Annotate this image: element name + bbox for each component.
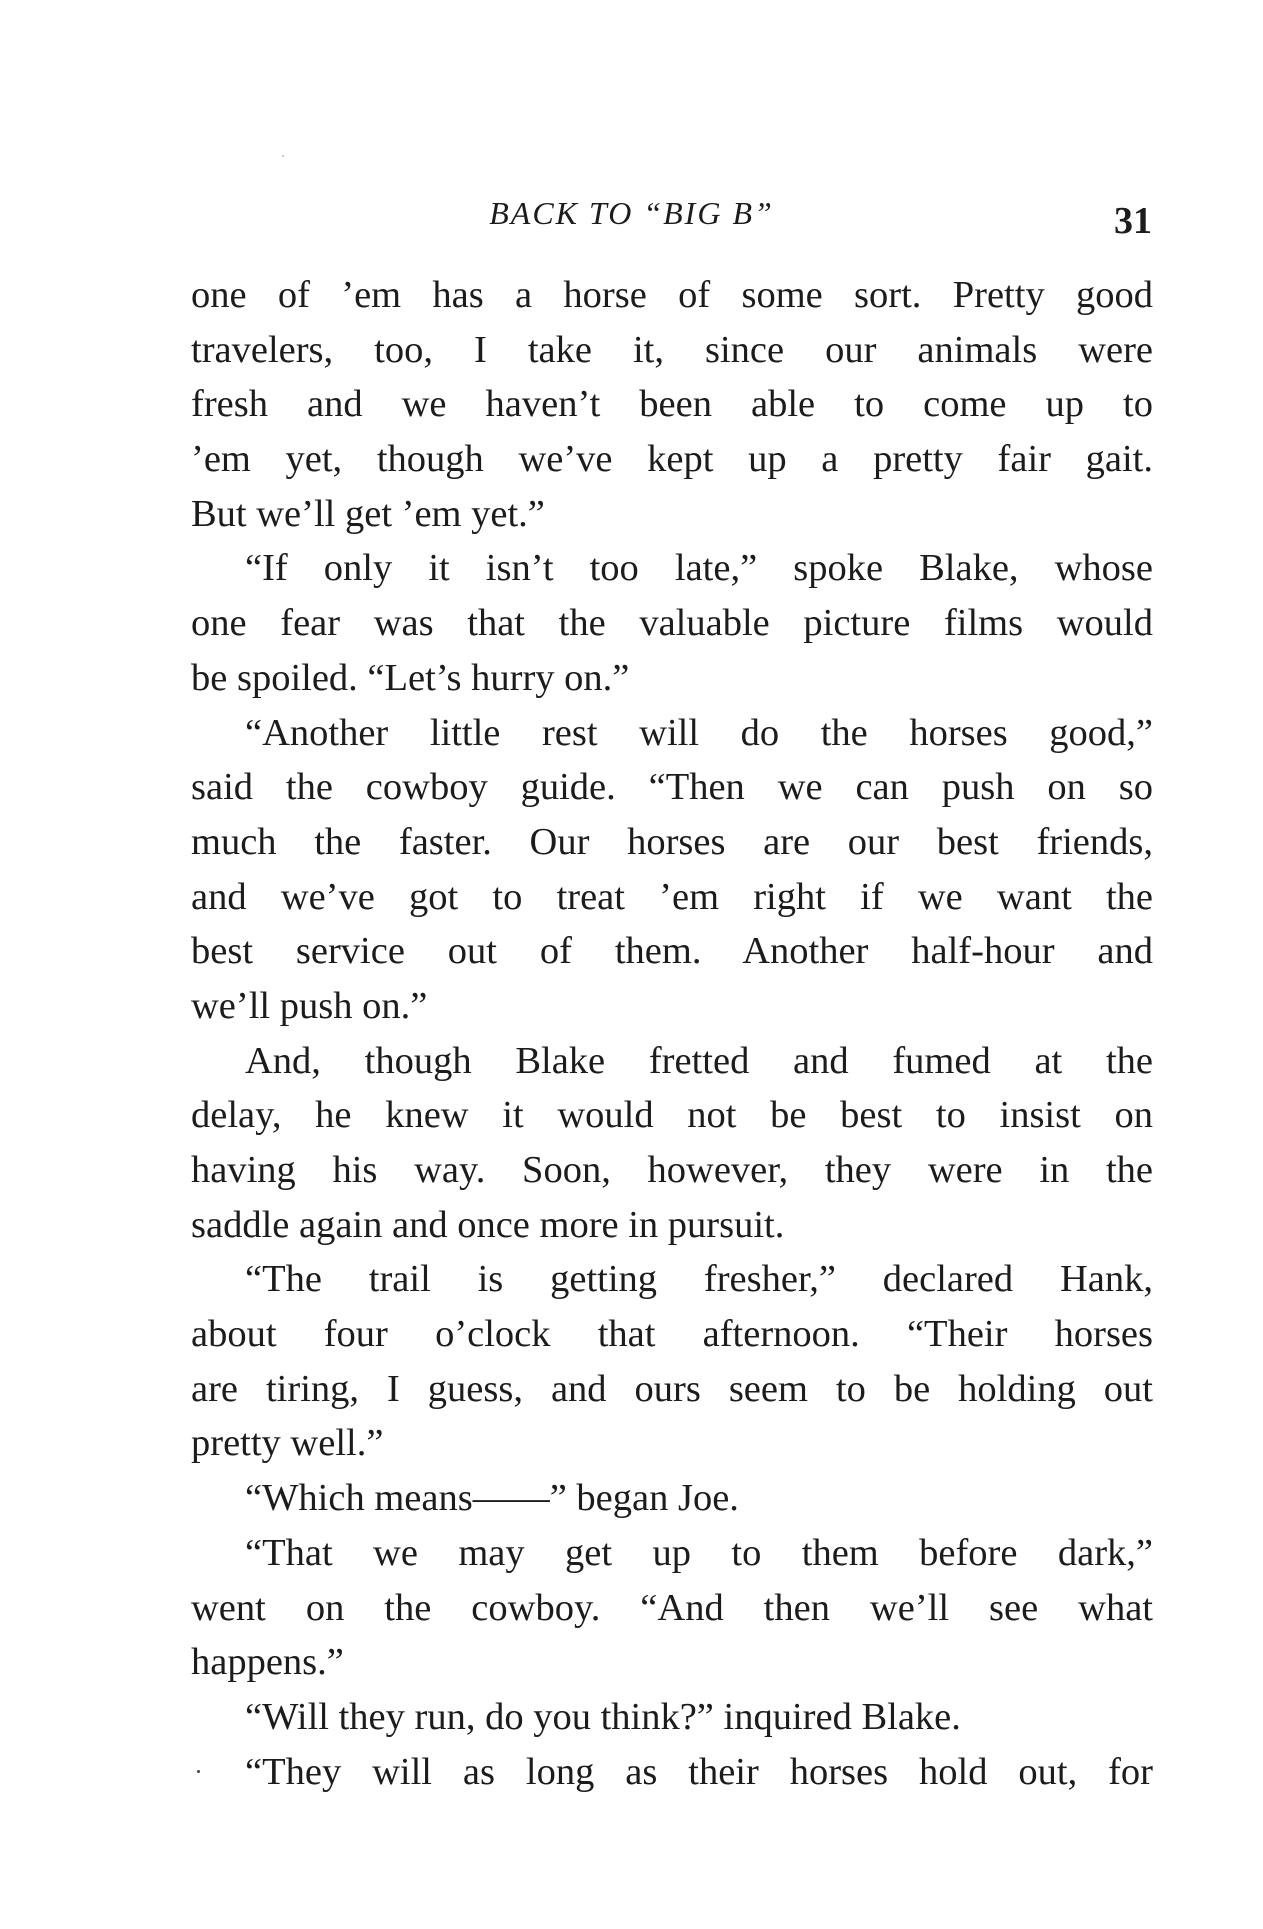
text-line: be spoiled. “Let’s hurry on.” <box>191 656 630 699</box>
speck-mark <box>197 1770 200 1773</box>
text-line: one of ’em has a horse of some sort. Pretty good <box>191 274 1153 316</box>
text-line: travelers, too, I take it, since our animals were <box>191 328 1153 371</box>
text-line: “They will as long as their horses hold out, for <box>245 1750 1153 1793</box>
text-line: and we’ve got to treat ’em right if we want the <box>191 875 1153 918</box>
text-line: “Which means——” began Joe. <box>245 1477 739 1520</box>
text-line: one fear was that the valuable picture films would <box>191 602 1153 645</box>
text-line: went on the cowboy. “And then we’ll see what <box>191 1586 1153 1629</box>
text-line: “The trail is getting fresher,” declared Hank, <box>245 1258 1153 1301</box>
text-line: But we’ll get ’em yet.” <box>191 492 545 535</box>
text-line: ’em yet, though we’ve kept up a pretty fair gait. <box>191 438 1153 481</box>
text-line: said the cowboy guide. “Then we can push on so <box>191 766 1153 809</box>
running-head <box>0 195 1263 245</box>
text-line: “That we may get up to them before dark,” <box>245 1531 1153 1574</box>
text-line: happens.” <box>191 1641 344 1684</box>
body-text <box>191 268 1153 1799</box>
text-line: best service out of them. Another half-hour and <box>191 930 1153 973</box>
text-line: delay, he knew it would not be best to insist on <box>191 1094 1153 1137</box>
text-line: “Will they run, do you think?” inquired Blake. <box>245 1695 961 1738</box>
text-line: having his way. Soon, however, they were in the <box>191 1149 1153 1191</box>
page-number: 31 <box>1114 200 1152 242</box>
text-line: saddle again and once more in pursuit. <box>191 1203 785 1246</box>
text-line: “If only it isn’t too late,” spoke Blake, whose <box>245 547 1153 590</box>
text-line: And, though Blake fretted and fumed at the <box>245 1039 1153 1082</box>
running-title: BACK TO “BIG B” <box>489 195 774 231</box>
text-line: “Another little rest will do the horses good,” <box>245 711 1153 754</box>
text-line: fresh and we haven’t been able to come up to <box>191 383 1153 426</box>
text-line: about four o’clock that afternoon. “Their horses <box>191 1313 1153 1356</box>
speck-mark <box>282 155 284 157</box>
text-line: much the faster. Our horses are our best friends, <box>191 820 1153 863</box>
text-line: are tiring, I guess, and ours seem to be holding out <box>191 1367 1153 1410</box>
text-line: pretty well.” <box>191 1422 384 1465</box>
text-line: we’ll push on.” <box>191 984 428 1027</box>
